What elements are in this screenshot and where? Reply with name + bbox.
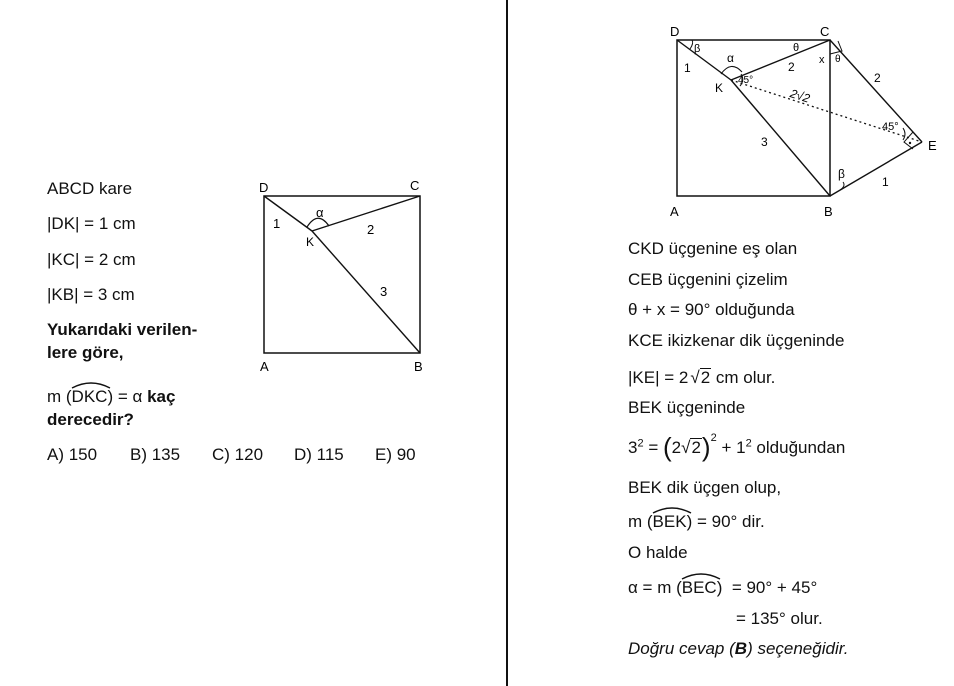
segment-kc bbox=[731, 40, 830, 80]
prompt-line: Yukarıdaki verilen- bbox=[47, 320, 198, 339]
label-a: A bbox=[260, 359, 269, 374]
angle-letters: DKC bbox=[71, 387, 108, 406]
solution-line-alpha bbox=[628, 579, 817, 596]
angle-bek bbox=[653, 513, 687, 530]
given-line: |DK| = 1 cm bbox=[47, 214, 136, 233]
ke-suffix: cm olur. bbox=[715, 368, 776, 387]
given-line: |KB| = 3 cm bbox=[47, 285, 135, 304]
ask-kac: kaç bbox=[147, 387, 176, 406]
segment-kb bbox=[731, 80, 830, 196]
length-ce: 2 bbox=[874, 71, 881, 85]
eq-term: + 1 bbox=[721, 438, 746, 457]
label-d: D bbox=[670, 24, 680, 39]
answer-text: Doğru cevap ( bbox=[628, 639, 735, 658]
choice-d[interactable]: D) 115 bbox=[294, 445, 344, 464]
segment-dk bbox=[264, 196, 312, 231]
ask-suffix: ) = α bbox=[107, 387, 143, 406]
solution-figure bbox=[660, 20, 950, 225]
solution-line: θ + x = 90° olduğunda bbox=[628, 300, 795, 319]
answer-letter: B bbox=[734, 639, 748, 658]
right-angle-dot bbox=[909, 142, 911, 144]
bek-prefix: m ( bbox=[628, 512, 653, 531]
label-b: B bbox=[824, 204, 833, 219]
eq-exp: 2 bbox=[710, 432, 717, 444]
length-ke: 2√2 bbox=[788, 86, 812, 106]
question-figure bbox=[250, 175, 440, 375]
answer-line bbox=[628, 640, 848, 657]
label-k: K bbox=[715, 81, 724, 95]
sqrt-radicand: 2 bbox=[691, 438, 701, 457]
ask-prefix: m ( bbox=[47, 387, 72, 406]
solution-line: CEB üçgenini çizelim bbox=[628, 270, 788, 289]
label-theta-c: θ bbox=[793, 42, 800, 54]
label-45-e: 45° bbox=[882, 121, 899, 133]
eq-exp: 2 bbox=[637, 437, 644, 450]
arc-mark bbox=[681, 572, 721, 580]
sqrt-radicand: 2 bbox=[700, 368, 711, 387]
choice-e[interactable]: E) 90 bbox=[375, 445, 416, 464]
angle-bec bbox=[682, 579, 717, 596]
label-x: x bbox=[819, 54, 825, 66]
label-alpha: α bbox=[316, 205, 324, 220]
label-e: E bbox=[928, 138, 937, 153]
eq-paren: ( bbox=[662, 432, 672, 462]
sqrt-sign: √ bbox=[690, 368, 700, 387]
label-c: C bbox=[410, 178, 420, 193]
square-abcd bbox=[677, 40, 830, 196]
label-c: C bbox=[820, 24, 830, 39]
label-b: B bbox=[414, 359, 423, 374]
label-theta-c2: θ bbox=[835, 54, 841, 65]
length-kc: 2 bbox=[788, 60, 795, 74]
angle-letters: BEK bbox=[652, 512, 687, 531]
choice-b[interactable]: B) 135 bbox=[130, 445, 181, 464]
bek-suffix: ) = 90° dir. bbox=[686, 512, 765, 531]
ke-prefix: |KE| = 2 bbox=[628, 368, 689, 387]
angle-arc-beta-d bbox=[690, 40, 693, 49]
solution-line-result: = 135° olur. bbox=[736, 609, 823, 628]
label-45-k: 45° bbox=[738, 75, 754, 86]
solution-line: CKD üçgenine eş olan bbox=[628, 239, 798, 258]
length-be: 1 bbox=[882, 175, 889, 189]
arc-mark bbox=[71, 381, 111, 389]
answer-text: ) seçeneğidir. bbox=[747, 639, 849, 658]
label-beta-d: β bbox=[694, 43, 701, 55]
given-line: ABCD kare bbox=[47, 179, 133, 198]
label-a: A bbox=[670, 204, 679, 219]
solution-line: KCE ikizkenar dik üçgeninde bbox=[628, 331, 845, 350]
label-k: K bbox=[306, 235, 315, 249]
segment-ce bbox=[830, 40, 922, 142]
solution-line-pythagoras bbox=[628, 432, 845, 463]
eq-paren: ) bbox=[701, 432, 711, 462]
length-dk: 1 bbox=[273, 216, 281, 231]
label-alpha: α bbox=[727, 51, 734, 65]
choice-a[interactable]: A) 150 bbox=[47, 445, 98, 464]
given-line: |KC| = 2 cm bbox=[47, 250, 136, 269]
length-dk: 1 bbox=[684, 61, 691, 75]
ask-line-2: derecedir? bbox=[47, 410, 134, 429]
solution-line: O halde bbox=[628, 543, 688, 562]
solution-line-bek bbox=[628, 513, 765, 530]
choice-c[interactable]: C) 120 bbox=[212, 445, 264, 464]
page-divider bbox=[506, 0, 508, 686]
angle-arc-45-e bbox=[903, 128, 905, 140]
solution-line: BEK dik üçgen olup, bbox=[628, 478, 782, 497]
length-kb: 3 bbox=[380, 284, 388, 299]
angle-dkc bbox=[72, 388, 108, 405]
ask-line bbox=[47, 388, 175, 405]
solution-line: BEK üçgeninde bbox=[628, 398, 746, 417]
eq-term: 2 bbox=[671, 438, 682, 457]
eq-tail: olduğundan bbox=[756, 438, 846, 457]
label-beta-b: β bbox=[838, 167, 845, 181]
angle-arc-alpha bbox=[721, 66, 742, 74]
alpha-suffix: ) = 90° + 45° bbox=[716, 578, 818, 597]
length-kc: 2 bbox=[367, 222, 375, 237]
prompt-line: lere göre, bbox=[47, 343, 124, 362]
eq-sign: = bbox=[643, 438, 663, 457]
sqrt-sign: √ bbox=[681, 438, 691, 457]
eq-exp: 2 bbox=[745, 437, 752, 450]
segment-kb bbox=[312, 231, 420, 353]
solution-line-ke bbox=[628, 368, 775, 387]
label-d: D bbox=[259, 180, 269, 195]
square-abcd bbox=[264, 196, 420, 353]
length-kb: 3 bbox=[761, 135, 768, 149]
eq-term: 3 bbox=[628, 438, 638, 457]
angle-letters: BEC bbox=[681, 578, 717, 597]
arc-mark bbox=[652, 506, 692, 514]
alpha-prefix: α = m ( bbox=[628, 578, 682, 597]
